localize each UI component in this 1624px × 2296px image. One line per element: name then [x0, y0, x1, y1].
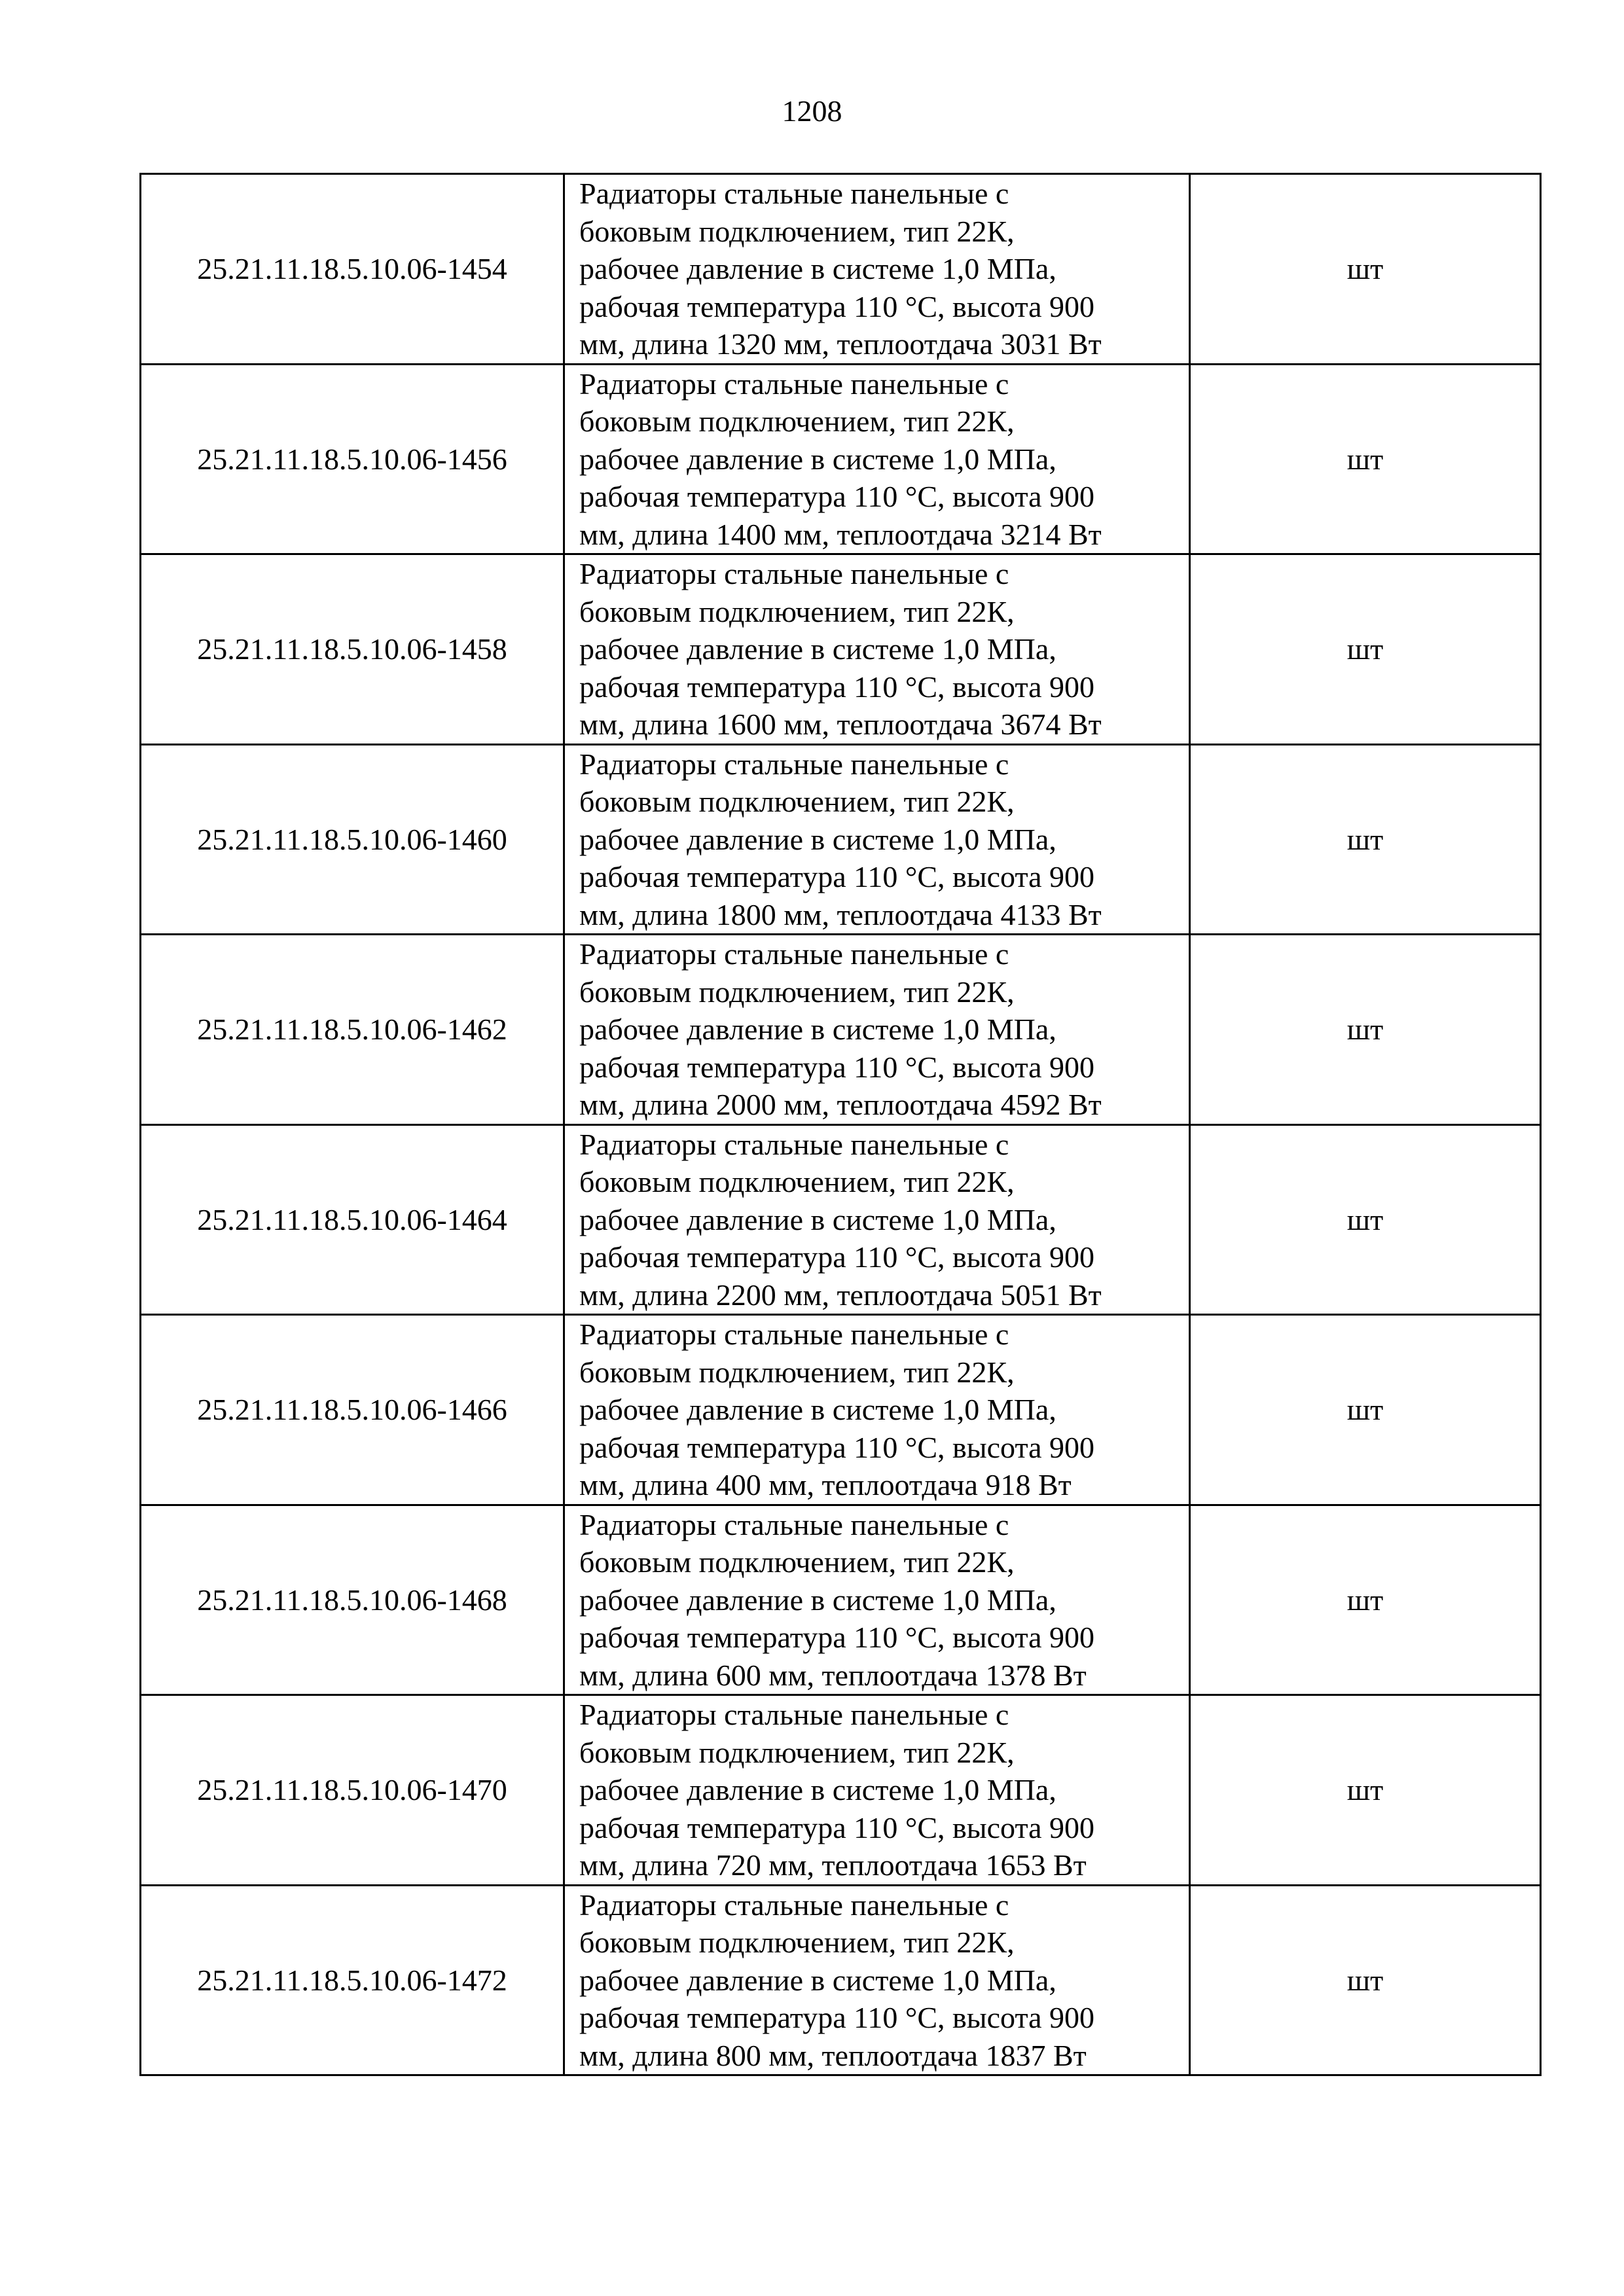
- description-line: мм, длина 2200 мм, теплоотдача 5051 Вт: [579, 1278, 1102, 1312]
- resource-code: 25.21.11.18.5.10.06-1468: [141, 1505, 564, 1695]
- table-row: [141, 1505, 1541, 1695]
- resource-description: [564, 744, 1190, 935]
- description-line: рабочее давление в системе 1,0 МПа,: [579, 822, 1056, 856]
- resource-code: 25.21.11.18.5.10.06-1472: [141, 1885, 564, 2075]
- table-row: [141, 174, 1541, 365]
- description-line: боковым подключением, тип 22К,: [579, 1926, 1015, 1959]
- description-line: мм, длина 720 мм, теплоотдача 1653 Вт: [579, 1848, 1087, 1882]
- description-line: рабочая температура 110 °С, высота 900: [579, 860, 1095, 893]
- description-line: рабочая температура 110 °С, высота 900: [579, 1621, 1095, 1654]
- unit-of-measure: шт: [1190, 1885, 1541, 2075]
- description-line: рабочая температура 110 °С, высота 900: [579, 670, 1095, 704]
- description-line: мм, длина 1320 мм, теплоотдача 3031 Вт: [579, 327, 1102, 361]
- resource-code: 25.21.11.18.5.10.06-1464: [141, 1124, 564, 1315]
- description-line: боковым подключением, тип 22К,: [579, 214, 1015, 248]
- description-line: боковым подключением, тип 22К,: [579, 1165, 1015, 1198]
- unit-of-measure: шт: [1190, 554, 1541, 745]
- resource-code: 25.21.11.18.5.10.06-1460: [141, 744, 564, 935]
- description-line: рабочее давление в системе 1,0 МПа,: [579, 1963, 1056, 1997]
- table-row: [141, 1124, 1541, 1315]
- description-line: рабочая температура 110 °С, высота 900: [579, 2001, 1095, 2034]
- description-line: рабочая температура 110 °С, высота 900: [579, 1240, 1095, 1274]
- resource-description: [564, 174, 1190, 365]
- page-number: 1208: [782, 94, 842, 128]
- description-line: мм, длина 1800 мм, теплоотдача 4133 Вт: [579, 897, 1102, 931]
- resource-description: [564, 1124, 1190, 1315]
- description-line: рабочее давление в системе 1,0 МПа,: [579, 252, 1056, 285]
- description-line: Радиаторы стальные панельные с: [579, 1127, 1009, 1161]
- description-line: мм, длина 1400 мм, теплоотдача 3214 Вт: [579, 517, 1102, 551]
- table-row: [141, 744, 1541, 935]
- description-line: боковым подключением, тип 22К,: [579, 1355, 1015, 1389]
- resource-description: [564, 364, 1190, 554]
- resource-code: 25.21.11.18.5.10.06-1458: [141, 554, 564, 745]
- resource-description: [564, 1505, 1190, 1695]
- unit-of-measure: шт: [1190, 935, 1541, 1125]
- description-line: Радиаторы стальные панельные с: [579, 937, 1009, 971]
- unit-of-measure: шт: [1190, 1505, 1541, 1695]
- description-line: Радиаторы стальные панельные с: [579, 1888, 1009, 1922]
- description-line: боковым подключением, тип 22К,: [579, 1735, 1015, 1769]
- unit-of-measure: шт: [1190, 1124, 1541, 1315]
- table-row: [141, 554, 1541, 745]
- description-line: рабочая температура 110 °С, высота 900: [579, 1050, 1095, 1084]
- resource-table-body: [141, 174, 1541, 2075]
- resource-code: 25.21.11.18.5.10.06-1456: [141, 364, 564, 554]
- table-row: [141, 1885, 1541, 2075]
- table-row: [141, 1695, 1541, 1886]
- description-line: рабочее давление в системе 1,0 МПа,: [579, 1583, 1056, 1617]
- table-row: [141, 935, 1541, 1125]
- description-line: Радиаторы стальные панельные с: [579, 747, 1009, 781]
- table-row: [141, 364, 1541, 554]
- description-line: мм, длина 600 мм, теплоотдача 1378 Вт: [579, 1658, 1087, 1692]
- resource-code: 25.21.11.18.5.10.06-1454: [141, 174, 564, 365]
- description-line: мм, длина 400 мм, теплоотдача 918 Вт: [579, 1468, 1072, 1501]
- unit-of-measure: шт: [1190, 174, 1541, 365]
- description-line: рабочая температура 110 °С, высота 900: [579, 1430, 1095, 1464]
- description-line: боковым подключением, тип 22К,: [579, 404, 1015, 438]
- description-line: рабочая температура 110 °С, высота 900: [579, 1810, 1095, 1844]
- description-line: боковым подключением, тип 22К,: [579, 594, 1015, 628]
- resource-code: 25.21.11.18.5.10.06-1470: [141, 1695, 564, 1886]
- unit-of-measure: шт: [1190, 1315, 1541, 1505]
- description-line: рабочее давление в системе 1,0 МПа,: [579, 442, 1056, 476]
- description-line: Радиаторы стальные панельные с: [579, 367, 1009, 401]
- resource-code: 25.21.11.18.5.10.06-1466: [141, 1315, 564, 1505]
- resource-description: [564, 554, 1190, 745]
- description-line: боковым подключением, тип 22К,: [579, 785, 1015, 818]
- description-line: рабочее давление в системе 1,0 МПа,: [579, 1393, 1056, 1426]
- resource-description: [564, 1695, 1190, 1886]
- description-line: рабочее давление в системе 1,0 МПа,: [579, 1773, 1056, 1806]
- resource-table: [139, 173, 1542, 2076]
- table-row: [141, 1315, 1541, 1505]
- description-line: рабочая температура 110 °С, высота 900: [579, 289, 1095, 323]
- unit-of-measure: шт: [1190, 364, 1541, 554]
- description-line: мм, длина 2000 мм, теплоотдача 4592 Вт: [579, 1088, 1102, 1121]
- description-line: Радиаторы стальные панельные с: [579, 1507, 1009, 1541]
- unit-of-measure: шт: [1190, 744, 1541, 935]
- description-line: Радиаторы стальные панельные с: [579, 557, 1009, 590]
- description-line: рабочее давление в системе 1,0 МПа,: [579, 1013, 1056, 1046]
- description-line: Радиаторы стальные панельные с: [579, 1318, 1009, 1351]
- description-line: Радиаторы стальные панельные с: [579, 177, 1009, 210]
- resource-description: [564, 1315, 1190, 1505]
- unit-of-measure: шт: [1190, 1695, 1541, 1886]
- description-line: Радиаторы стальные панельные с: [579, 1698, 1009, 1731]
- resource-description: [564, 1885, 1190, 2075]
- resource-code: 25.21.11.18.5.10.06-1462: [141, 935, 564, 1125]
- description-line: боковым подключением, тип 22К,: [579, 975, 1015, 1009]
- description-line: рабочее давление в системе 1,0 МПа,: [579, 1202, 1056, 1236]
- description-line: рабочая температура 110 °С, высота 900: [579, 480, 1095, 513]
- description-line: боковым подключением, тип 22К,: [579, 1545, 1015, 1579]
- description-line: мм, длина 1600 мм, теплоотдача 3674 Вт: [579, 708, 1102, 741]
- description-line: мм, длина 800 мм, теплоотдача 1837 Вт: [579, 2038, 1087, 2072]
- description-line: рабочее давление в системе 1,0 МПа,: [579, 632, 1056, 666]
- resource-description: [564, 935, 1190, 1125]
